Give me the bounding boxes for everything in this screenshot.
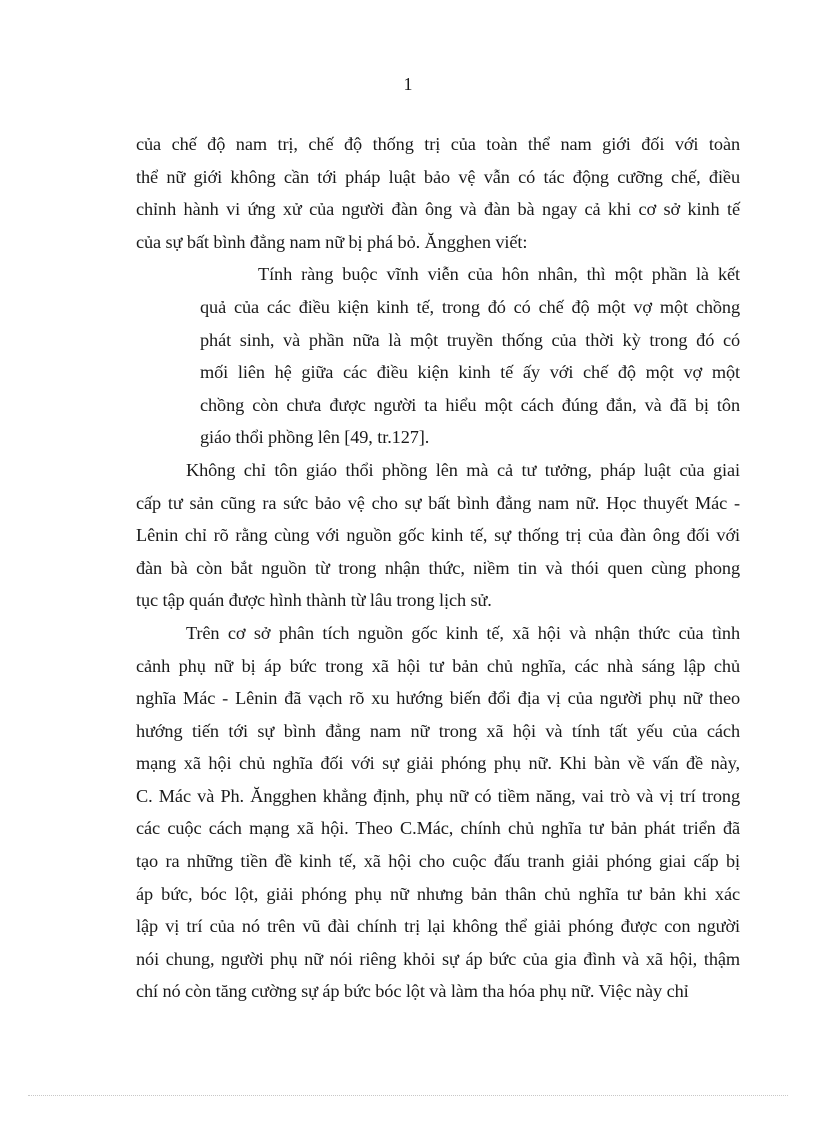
quote-line: mối liên hệ giữa các điều kiện kinh tế ấy với chế độ một vợ một (200, 362, 740, 383)
quote-line: phát sinh, và phần nữa là một truyền thống của thời kỳ trong đó có (200, 329, 740, 350)
text-line: mạng xã hội chủ nghĩa đối với sự giải phóng phụ nữ. Khi bàn về vấn đề này, (136, 753, 740, 774)
text-line: Không chỉ tôn giáo thổi phồng lên mà cả tư tưởng, pháp luật của giai (186, 459, 740, 480)
text-line: tục tập quán được hình thành từ lâu trong lịch sử. (136, 590, 492, 611)
text-line: cảnh phụ nữ bị áp bức trong xã hội tư bản chủ nghĩa, các nhà sáng lập chủ (136, 655, 740, 676)
quote-line: chồng còn chưa được người ta hiểu một cách đúng đắn, và đã bị tôn (200, 394, 740, 415)
paragraph (136, 454, 740, 617)
paragraph (136, 617, 740, 1008)
text-line: hướng tiến tới sự bình đẳng nam nữ trong xã hội và tính tất yếu của cách (136, 720, 740, 741)
text-line: chỉnh hành vi ứng xử của người đàn ông và đàn bà ngay cả khi cơ sở kinh tế (136, 199, 740, 220)
page-bottom-divider (28, 1095, 788, 1096)
text-line: áp bức, bóc lột, giải phóng phụ nữ nhưng bản thân chủ nghĩa tư bản khi xác (136, 883, 740, 904)
text-line: các cuộc cách mạng xã hội. Theo C.Mác, chính chủ nghĩa tư bản phát triển đã (136, 818, 740, 839)
quote-line: Tính ràng buộc vĩnh viễn của hôn nhân, thì một phần là kết (258, 264, 740, 285)
text-line: cấp tư sản cũng ra sức bảo vệ cho sự bất bình đẳng nam nữ. Học thuyết Mác - (136, 492, 740, 513)
text-line: của sự bất bình đẳng nam nữ bị phá bỏ. Ăngghen viết: (136, 231, 528, 252)
document-body (136, 128, 740, 1008)
paragraph-continuation (136, 128, 740, 258)
quote-line: giáo thổi phồng lên [49, tr.127]. (200, 427, 430, 448)
text-line: nói chung, người phụ nữ nói riêng khỏi sự áp bức của gia đình và xã hội, thậm (136, 948, 740, 969)
page-number: 1 (403, 74, 413, 94)
block-quote (136, 258, 740, 454)
text-line: tạo ra những tiền đề kinh tế, xã hội cho cuộc đấu tranh giải phóng giai cấp bị (136, 851, 740, 872)
text-line: nghĩa Mác - Lênin đã vạch rõ xu hướng biến đổi địa vị của người phụ nữ theo (136, 688, 740, 709)
quote-line: quả của các điều kiện kinh tế, trong đó có chế độ một vợ một chồng (200, 296, 740, 317)
text-line: Trên cơ sở phân tích nguồn gốc kinh tế, xã hội và nhận thức của tình (186, 622, 740, 643)
text-line: thể nữ giới không cần tới pháp luật bảo vệ vẫn có tác động cưỡng chế, điều (136, 166, 740, 187)
text-line: của chế độ nam trị, chế độ thống trị của toàn thể nam giới đối với toàn (136, 134, 740, 154)
text-line: chí nó còn tăng cường sự áp bức bóc lột và làm tha hóa phụ nữ. Việc này chỉ (136, 981, 689, 1002)
text-line: C. Mác và Ph. Ăngghen khẳng định, phụ nữ có tiềm năng, vai trò và vị trí trong (136, 785, 740, 806)
text-line: lập vị trí của nó trên vũ đài chính trị lại không thể giải phóng được con người (136, 916, 740, 937)
text-line: đàn bà còn bắt nguồn từ trong nhận thức, niềm tin và thói quen cùng phong (136, 557, 740, 578)
text-line: Lênin chỉ rõ rằng cùng với nguồn gốc kinh tế, sự thống trị của đàn ông đối với (136, 525, 740, 546)
